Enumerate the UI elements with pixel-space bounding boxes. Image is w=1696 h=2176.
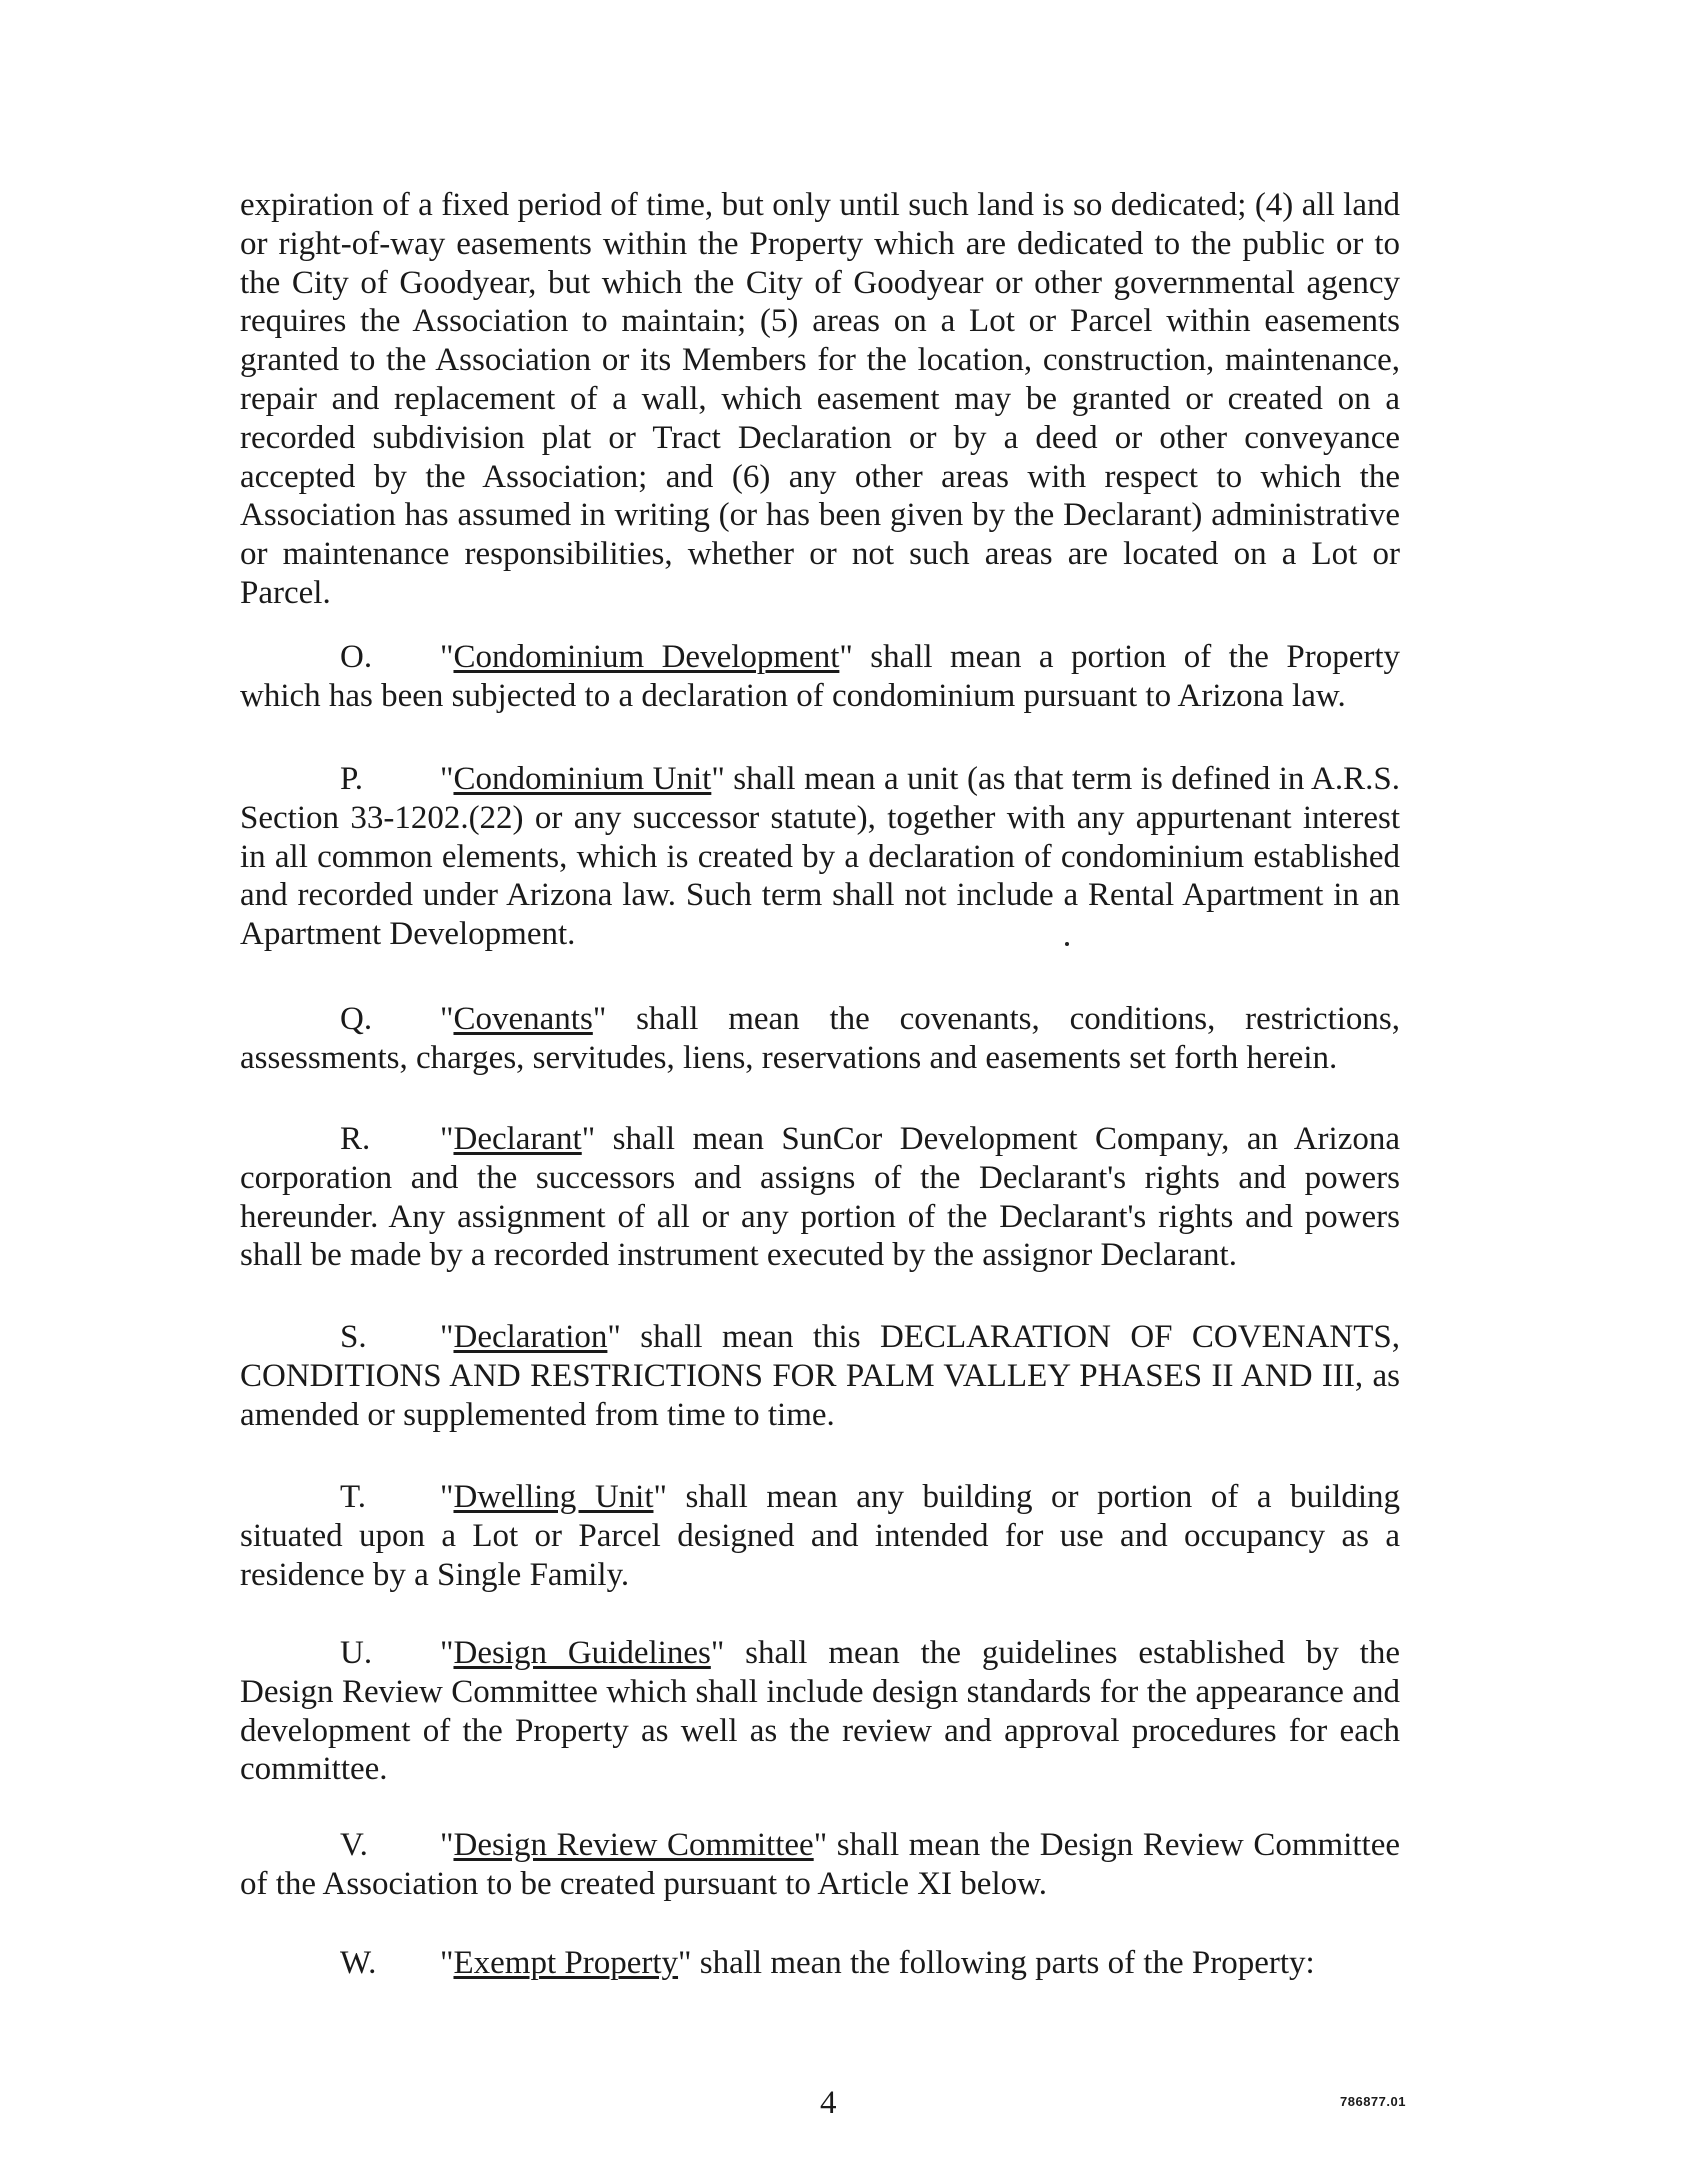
definition-text: " shall mean a portion of the Property which has been subjected to a declaration of condominium pursuant to Arizona law.: [240, 639, 1400, 714]
definition-label: U.: [340, 1635, 373, 1671]
definition-text: " shall mean the covenants, conditions, restrictions, assessments, charges, servitudes, liens, reservations and easements set forth herein.: [240, 1001, 1400, 1076]
definition-label: P.: [340, 761, 363, 797]
defined-term: Design Guidelines: [453, 1635, 711, 1671]
definition-text: " shall mean this DECLARATION OF COVENANTS, CONDITIONS AND RESTRICTIONS FOR PALM VALLEY PHASES II AND III, as amended or supplemented from time to time.: [240, 1319, 1400, 1433]
defined-term: Exempt Property: [453, 1945, 679, 1981]
definition-label: Q.: [340, 1001, 373, 1037]
open-quote: ": [440, 1945, 454, 1981]
definition-text: " shall mean any building or portion of a building situated upon a Lot or Parcel designed and intended for use and occupancy as a residence by a Single Family.: [240, 1479, 1400, 1593]
definition-v: [240, 1826, 1400, 1904]
definition-label: O.: [340, 639, 373, 675]
opening-paragraph: expiration of a fixed period of time, but only until such land is so dedicated; (4) all land or right-of-way easements within the Property which are dedicated to the public or to the City of Goodyear, but which the City of Goodyear or other governmental agency requires the Association to maintain; (5) areas on a Lot or Parcel within easements granted to the Association or its Members for the location, construction, maintenance, repair and replacement of a wall, which easement may be granted or created on a recorded subdivision plat or Tract Declaration or by a deed or other conveyance accepted by the Association; and (6) any other areas with respect to which the Association has assumed in writing (or has been given by the Declarant) administrative or maintenance responsibilities, whether or not such areas are located on a Lot or Parcel.: [240, 187, 1400, 611]
definition-label: W.: [340, 1945, 377, 1981]
definition-text: " shall mean SunCor Development Company, an Arizona corporation and the successors and assigns of the Declarant's rights and powers hereunder. Any assignment of all or any portion of the Declarant's rights and powers shall be made by a recorded instrument executed by the assignor Declarant.: [240, 1121, 1400, 1274]
open-quote: ": [440, 639, 454, 675]
definition-label: R.: [340, 1121, 371, 1157]
definition-p: [240, 760, 1400, 954]
defined-term: Declarant: [453, 1121, 582, 1157]
defined-term: Declaration: [453, 1319, 608, 1355]
defined-term: Design Review Committee: [453, 1827, 814, 1863]
definition-text: " shall mean a unit (as that term is defined in A.R.S. Section 33-1202.(22) or any successor statute), together with any appurtenant interest in all common elements, which is created by a declaration of condominium established and recorded under Arizona law. Such term shall not include a Rental Apartment in an Apartment Development.: [240, 761, 1401, 953]
open-quote: ": [440, 1635, 454, 1671]
definition-text: " shall mean the following parts of the Property:: [678, 1945, 1315, 1981]
definition-text: " shall mean the Design Review Committee of the Association to be created pursuant to Article XI below.: [240, 1827, 1400, 1902]
open-quote: ": [440, 1319, 454, 1355]
definition-r: [240, 1120, 1400, 1275]
open-quote: ": [440, 1827, 454, 1863]
scan-speck: [1065, 942, 1069, 946]
definition-label: V.: [340, 1827, 368, 1863]
defined-term: Condominium Unit: [453, 761, 712, 797]
defined-term: Condominium Development: [453, 639, 840, 675]
defined-term: Covenants: [453, 1001, 593, 1037]
definition-label: T.: [340, 1479, 366, 1515]
defined-term: Dwelling Unit: [453, 1479, 654, 1515]
open-quote: ": [440, 1001, 454, 1037]
document-id: 786877.01: [1340, 2094, 1406, 2109]
open-quote: ": [440, 761, 454, 797]
definition-q: [240, 1000, 1400, 1078]
definition-text: " shall mean the guidelines established by the Design Review Committee which shall include design standards for the appearance and development of the Property as well as the review and approval procedures for each committee.: [240, 1635, 1400, 1788]
definition-t: [240, 1478, 1400, 1594]
definition-u: [240, 1634, 1400, 1789]
definition-o: [240, 638, 1400, 716]
open-quote: ": [440, 1121, 454, 1157]
definition-label: S.: [340, 1319, 367, 1355]
page-number: 4: [820, 2085, 837, 2121]
definition-s: [240, 1318, 1400, 1434]
definition-w: [240, 1944, 1400, 1983]
open-quote: ": [440, 1479, 454, 1515]
